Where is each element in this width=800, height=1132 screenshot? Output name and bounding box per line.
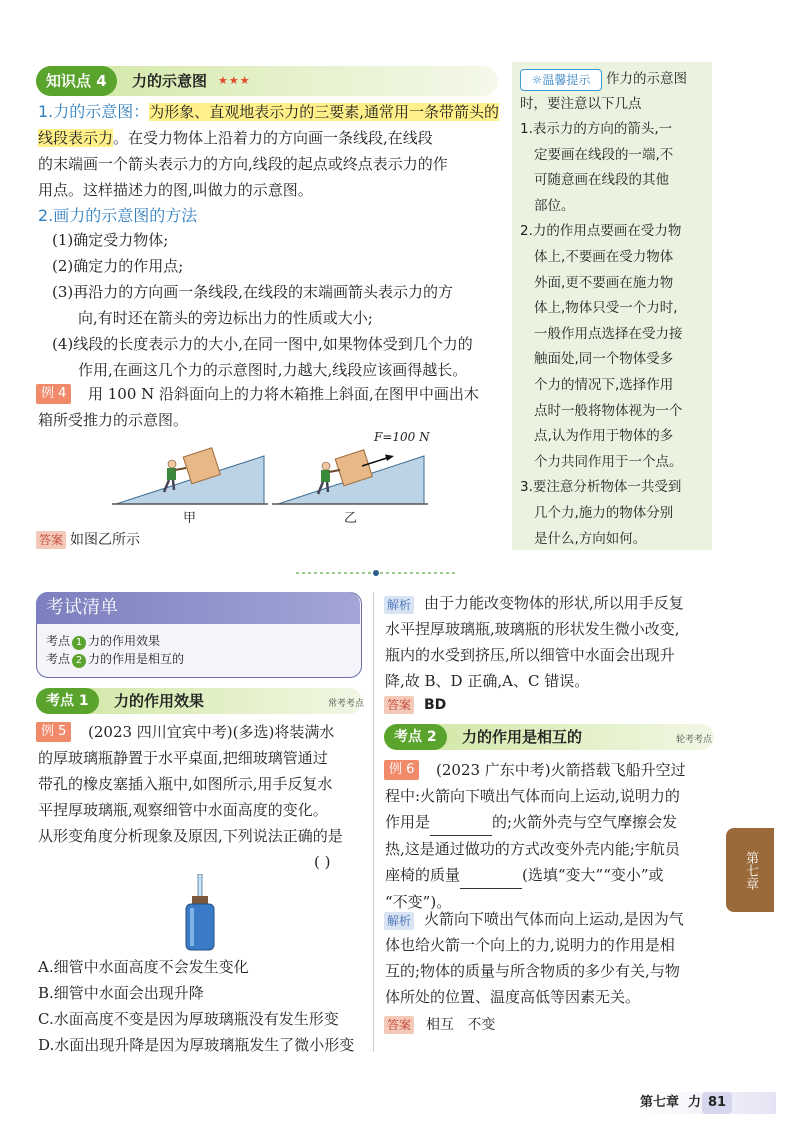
section-divider	[296, 568, 456, 578]
example-6-tag: 例 6	[384, 760, 419, 780]
definition-text-2: 的末端画一个箭头表示力的方向,线段的起点或终点表示力的作	[38, 155, 448, 173]
example-6-analysis-tag: 解析	[384, 912, 414, 930]
option-b: B.细管中水面会出现升降	[38, 984, 204, 1002]
exam-point-1-tag: 考点 1	[36, 688, 99, 714]
example-6-line-1: (2023 广东中考)火箭搭载飞船升空过	[436, 761, 686, 779]
definition-heading: 1.力的示意图：	[38, 102, 150, 121]
knowledge-point-title: 力的示意图	[132, 72, 208, 90]
definition-text-3: 用点。这样描述力的图,叫做力的示意图。	[38, 181, 313, 199]
definition-highlight: 为形象、直观地表示力的三要素,通常用一条带箭头的线段表示力	[38, 103, 500, 147]
option-a: A.细管中水面高度不会发生变化	[38, 958, 249, 976]
knowledge-point-tag: 知识点 4	[36, 66, 117, 96]
example-6-answer-tag: 答案	[384, 1016, 414, 1034]
tip-line: 点时一般将物体视为一个	[534, 402, 683, 419]
tip-line: 体上,物体只受一个力时,	[534, 300, 678, 317]
example-5-body: 的厚玻璃瓶静置于水平桌面,把细玻璃管通过 带孔的橡皮塞插入瓶中,如图所示,用手反复水 平捏厚玻璃瓶,观察细管中水面高度的变化。 从形变角度分析现象及原因,下列说法正确的是	[38, 749, 343, 845]
difficulty-stars: ★★★	[218, 74, 251, 87]
figure-jia-slope	[112, 438, 272, 518]
tip-line: 个力的情况下,选择作用	[534, 376, 674, 393]
tip-line: 可随意画在线段的其他	[534, 172, 669, 189]
tip-tag: ☼温馨提示	[520, 69, 602, 91]
tip-line: 是什么,方向如何。	[534, 530, 647, 547]
tip-line: 外面,更不要画在施力物	[534, 274, 674, 291]
step-4-cont: 作用,在画这几个力的示意图时,力越大,线段应该画得越长。	[78, 361, 468, 379]
exam-point-2-tag: 考点 2	[384, 724, 447, 750]
footer-chapter: 第七章 力	[640, 1095, 702, 1110]
example-5-analysis-tag: 解析	[384, 596, 414, 614]
blank-2[interactable]	[460, 862, 522, 889]
tip-line: 3.要注意分析物体一共受到	[520, 479, 682, 496]
example-6-body: 程中:火箭向下喷出气体而向上运动,说明力的 作用是 的;火箭外壳与空气摩擦会发 热,这是通过做功的方式改变外壳内能;宇航员 座椅的质量 (选填“变大”“变小”或 “不变”)。	[385, 787, 680, 911]
exam-item-1: 考点 1 力的作用效果	[46, 634, 161, 648]
option-d: D.水面出现升降是因为厚玻璃瓶发生了微小形变	[38, 1036, 355, 1054]
blank-1[interactable]	[430, 809, 492, 836]
exam-point-2-note: 轮考考点	[676, 735, 713, 745]
example-4-answer-tag: 答案	[36, 531, 66, 549]
tip-title-1: 作力的示意图	[606, 71, 687, 87]
example-6-analysis-1: 火箭向下喷出气体而向上运动,是因为气	[424, 910, 684, 928]
tip-line: 定要画在线段的一端,不	[534, 146, 674, 163]
tip-line: 体上,不要画在受力物体	[534, 248, 674, 265]
exam-list-header: 考试清单	[36, 592, 360, 624]
exam-point-1-title: 力的作用效果	[114, 692, 205, 710]
tip-line: 部位。	[534, 197, 575, 214]
tip-list	[520, 117, 710, 552]
tip-line: 触面处,同一个物体受多	[534, 351, 674, 368]
exam-point-1-note: 常考考点	[328, 699, 365, 709]
example-5-line-1: (2023 四川宜宾中考)(多选)将装满水	[88, 723, 335, 741]
glass-bottle-figure	[180, 874, 220, 954]
column-divider	[373, 592, 374, 1052]
example-4-tag: 例 4	[36, 384, 71, 404]
figure-yi-slope	[272, 432, 432, 518]
tip-line: 1.表示力的方向的箭头,一	[520, 121, 673, 137]
step-1: (1)确定受力物体;	[52, 231, 169, 249]
tip-title-2: 时，要注意以下几点	[520, 96, 642, 112]
example-4-answer: 如图乙所示	[70, 532, 140, 548]
example-6-analysis: 体也给火箭一个向上的力,说明力的作用是相 互的;物体的质量与所含物质的多少有关,与物 体所处的位置、温度高低等因素无关。	[385, 936, 680, 1006]
example-4-line-2: 箱所受推力的示意图。	[38, 411, 189, 429]
lightbulb-icon: ☼	[531, 73, 543, 87]
figure-jia-label: 甲	[183, 511, 197, 526]
example-6-answer: 相互 不变	[426, 1017, 496, 1033]
example-5-tag: 例 5	[36, 722, 71, 742]
example-4-line-1: 用 100 N 沿斜面向上的力将木箱推上斜面,在图甲中画出木	[88, 385, 479, 403]
example-5-answer: BD	[424, 697, 447, 713]
chapter-side-tab: 第七章	[726, 828, 774, 912]
tip-line: 一般作用点选择在受力接	[534, 325, 683, 342]
example-5-options	[38, 954, 368, 1058]
tip-line: 2.力的作用点要画在受力物	[520, 223, 682, 240]
exam-point-2-title: 力的作用是相互的	[462, 728, 583, 746]
exam-item-2: 考点 2 力的作用是相互的	[46, 652, 185, 666]
example-5-analysis-1: 由于力能改变物体的形状,所以用手反复	[424, 594, 684, 612]
method-heading: 2.画力的示意图的方法	[38, 206, 198, 225]
definition-paragraph	[38, 99, 508, 203]
tip-line: 个力共同作用于一个点。	[534, 453, 683, 470]
figure-yi-label: 乙	[344, 511, 358, 526]
step-3-cont: 向,有时还在箭头的旁边标出力的性质或大小;	[78, 309, 373, 327]
answer-bracket: ( )	[314, 853, 331, 871]
force-label: F=100 N	[374, 430, 430, 444]
step-3: (3)再沿力的方向画一条线段,在线段的末端画箭头表示力的方	[52, 283, 454, 301]
tip-line: 几个力,施力的物体分别	[534, 504, 674, 521]
step-4: (4)线段的长度表示力的大小,在同一图中,如果物体受到几个力的	[52, 335, 473, 353]
step-2: (2)确定力的作用点;	[52, 257, 184, 275]
method-steps	[52, 227, 502, 383]
tip-line: 点,认为作用于物体的多	[534, 428, 674, 445]
example-5-analysis: 水平捏厚玻璃瓶,玻璃瓶的形状发生微小改变, 瓶内的水受到挤压,所以细管中水面会出现升 降,故 B、D 正确,A、C 错误。	[385, 620, 680, 690]
definition-text-1: 。在受力物体上沿着力的方向画一条线段,在线段	[113, 129, 433, 147]
example-5-answer-tag: 答案	[384, 696, 414, 714]
page-number: 81	[702, 1092, 732, 1114]
option-c: C.水面高度不变是因为厚玻璃瓶没有发生形变	[38, 1010, 339, 1028]
